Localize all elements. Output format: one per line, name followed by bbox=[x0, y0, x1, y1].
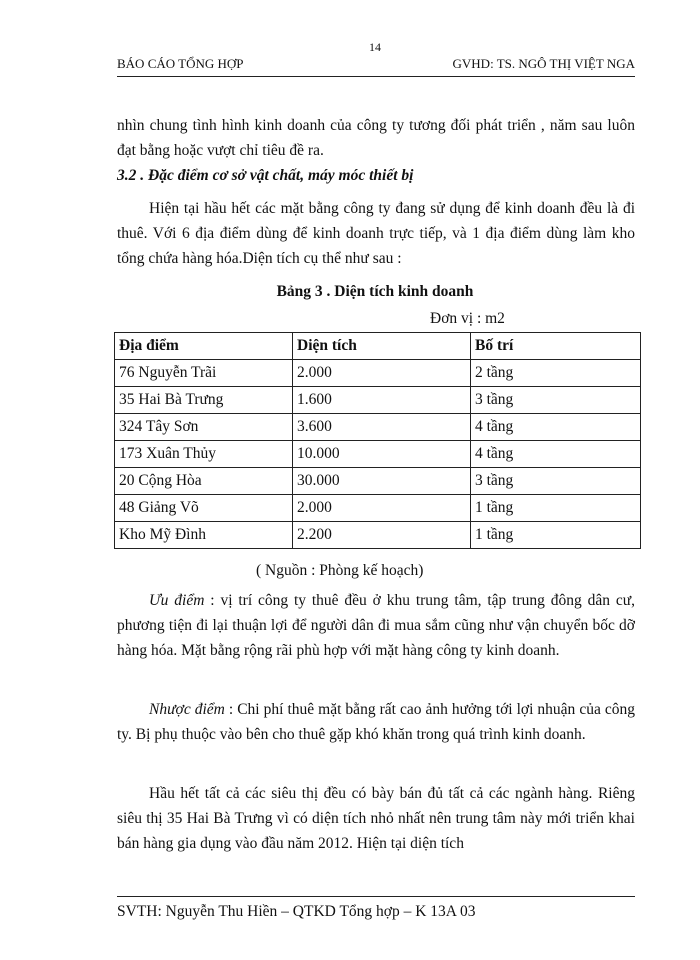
table-row bbox=[115, 360, 641, 387]
page-footer: SVTH: Nguyễn Thu Hiền – QTKD Tổng hợp – K 13A 03 bbox=[117, 896, 635, 921]
table-row bbox=[115, 495, 641, 522]
table-source: ( Nguồn : Phòng kế hoạch) bbox=[256, 562, 424, 579]
cell-location: 173 Xuân Thủy bbox=[115, 441, 293, 468]
cell-area: 1.600 bbox=[293, 387, 471, 414]
table-row bbox=[115, 441, 641, 468]
section-paragraph: Hiện tại hầu hết các mặt bằng công ty đang sử dụng để kinh doanh đều là đi thuê. Với 6 địa điểm dùng để kinh doanh trực tiếp, và 1 địa điểm dùng làm kho tổng chứa hàng hóa.Diện tích cụ thể như sau : bbox=[117, 200, 635, 267]
table-row bbox=[115, 387, 641, 414]
page-header bbox=[117, 56, 635, 77]
disadvantages-paragraph bbox=[117, 697, 635, 747]
cell-layout: 3 tầng bbox=[471, 468, 641, 495]
cell-location: 35 Hai Bà Trưng bbox=[115, 387, 293, 414]
table-row bbox=[115, 522, 641, 549]
header-location: Địa điểm bbox=[115, 333, 293, 360]
table-unit: Đơn vị : m2 bbox=[430, 310, 505, 327]
cell-location: Kho Mỹ Đình bbox=[115, 522, 293, 549]
cell-location: 76 Nguyễn Trãi bbox=[115, 360, 293, 387]
header-advisor: GVHD: TS. NGÔ THỊ VIỆT NGA bbox=[452, 56, 635, 71]
cell-location: 324 Tây Sơn bbox=[115, 414, 293, 441]
cell-layout: 1 tầng bbox=[471, 495, 641, 522]
closing-paragraph: Hầu hết tất cả các siêu thị đều có bày bán đủ tất cả các ngành hàng. Riêng siêu thị 35 Hai Bà Trưng vì có diện tích nhỏ nhất nên trung tâm này mới triển khai bán hàng gia dụng vào đầu năm 2012. Hiện tại diện tích bbox=[117, 785, 635, 852]
advantages-text: : vị trí công ty thuê đều ở khu trung tâm, tập trung đông dân cư, phương tiện đi lại thuận lợi để người dân đi mua sắm cũng như vận chuyển bốc dỡ hàng hóa. Mặt bằng rộng rãi phù hợp với mặt hàng công ty kinh doanh. bbox=[117, 592, 635, 659]
table-row bbox=[115, 468, 641, 495]
disadvantages-label: Nhược điểm bbox=[149, 701, 225, 718]
cell-layout: 4 tầng bbox=[471, 441, 641, 468]
header-layout: Bố trí bbox=[471, 333, 641, 360]
intro-paragraph: nhìn chung tình hình kinh doanh của công ty tương đối phát triển , năm sau luôn đạt bằng hoặc vượt chỉ tiêu đề ra. bbox=[117, 117, 635, 159]
table-row bbox=[115, 414, 641, 441]
cell-area: 2.200 bbox=[293, 522, 471, 549]
cell-area: 3.600 bbox=[293, 414, 471, 441]
cell-layout: 4 tầng bbox=[471, 414, 641, 441]
header-report-title: BÁO CÁO TỔNG HỢP bbox=[117, 56, 244, 71]
table-header-row bbox=[115, 333, 641, 360]
section-heading: 3.2 . Đặc điểm cơ sở vật chất, máy móc thiết bị bbox=[117, 167, 414, 184]
cell-layout: 1 tầng bbox=[471, 522, 641, 549]
header-area: Diện tích bbox=[293, 333, 471, 360]
table-title: Bảng 3 . Diện tích kinh doanh bbox=[276, 283, 474, 300]
cell-area: 30.000 bbox=[293, 468, 471, 495]
cell-layout: 3 tầng bbox=[471, 387, 641, 414]
disadvantages-text: : Chi phí thuê mặt bằng rất cao ảnh hưởng tới lợi nhuận của công ty. Bị phụ thuộc vào bên cho thuê gặp khó khăn trong quá trình kinh doanh. bbox=[117, 701, 635, 743]
cell-location: 20 Cộng Hòa bbox=[115, 468, 293, 495]
cell-area: 10.000 bbox=[293, 441, 471, 468]
advantages-label: Ưu điểm bbox=[149, 592, 205, 609]
business-area-table bbox=[114, 332, 641, 549]
page-number: 14 bbox=[369, 40, 381, 54]
advantages-paragraph bbox=[117, 588, 635, 663]
cell-area: 2.000 bbox=[293, 360, 471, 387]
cell-area: 2.000 bbox=[293, 495, 471, 522]
cell-location: 48 Giảng Võ bbox=[115, 495, 293, 522]
cell-layout: 2 tầng bbox=[471, 360, 641, 387]
